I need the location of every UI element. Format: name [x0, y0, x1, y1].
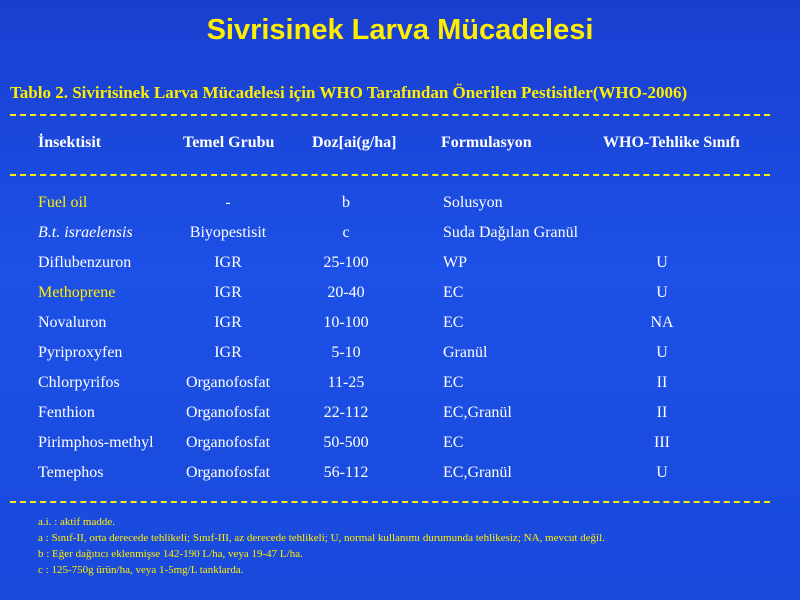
table-cell-group: IGR — [214, 314, 242, 331]
table-cell-group: IGR — [214, 284, 242, 301]
footnote-ai: a.i. : aktif madde. — [38, 516, 115, 528]
table-cell-dose: 5-10 — [331, 344, 361, 361]
table-cell-insecticide: Methoprene — [38, 284, 116, 301]
table-cell-dose: 11-25 — [327, 374, 365, 391]
table-cell-dose: c — [342, 224, 350, 241]
footnote-b: b : Eğer dağıtıcı eklenmişse 142-190 L/ha, veya 19-47 L/ha. — [38, 548, 303, 560]
table-cell-formulation: WP — [443, 254, 467, 271]
table-cell-hazard: U — [656, 464, 668, 481]
table-cell-insecticide: Diflubenzuron — [38, 254, 132, 271]
dashed-rule-header — [10, 174, 770, 176]
table-cell-insecticide: Pirimphos-methyl — [38, 434, 154, 451]
table-cell-group: Organofosfat — [185, 434, 271, 451]
table-cell-hazard: III — [654, 434, 670, 451]
table-cell-hazard: II — [656, 374, 668, 391]
table-cell-formulation: Suda Dağılan Granül — [443, 224, 579, 241]
table-cell-insecticide: Temephos — [38, 464, 104, 481]
dashed-rule-bottom — [10, 501, 770, 503]
table-cell-hazard: U — [656, 254, 668, 271]
table-cell-group: - — [225, 194, 231, 211]
table-cell-formulation: Granül — [443, 344, 488, 361]
table-cell-insecticide: Pyriproxyfen — [38, 344, 123, 361]
header-insecticide: İnsektisit — [38, 134, 102, 151]
table-cell-group: Biyopestisit — [189, 224, 267, 241]
table-cell-dose: 10-100 — [323, 314, 369, 331]
table-cell-formulation: EC,Granül — [443, 404, 512, 421]
header-formulation: Formulasyon — [441, 134, 532, 151]
table-caption: Tablo 2. Sivirisinek Larva Mücadelesi için WHO Tarafından Önerilen Pestisitler(WHO-2006) — [10, 83, 688, 102]
table-cell-formulation: EC,Granül — [443, 464, 512, 481]
table-cell-hazard: U — [656, 344, 668, 361]
table-cell-insecticide: Fenthion — [38, 404, 95, 421]
dashed-rule-top — [10, 114, 770, 116]
table-cell-dose: b — [342, 194, 350, 211]
table-cell-dose: 20-40 — [327, 284, 365, 301]
table-cell-dose: 22-112 — [323, 404, 369, 421]
table-cell-group: IGR — [214, 254, 242, 271]
table-cell-dose: 50-500 — [323, 434, 369, 451]
table-cell-group: IGR — [214, 344, 242, 361]
table-cell-group: Organofosfat — [185, 464, 271, 481]
table-cell-hazard: NA — [650, 314, 674, 331]
header-hazard-class: WHO-Tehlike Sınıfı — [603, 134, 740, 151]
table-cell-formulation: EC — [443, 284, 464, 301]
table-cell-insecticide: Novaluron — [38, 314, 107, 331]
table-cell-formulation: Solusyon — [443, 194, 503, 211]
table-cell-insecticide: Fuel oil — [38, 194, 88, 211]
table-cell-formulation: EC — [443, 314, 464, 331]
footnote-c: c : 125-750g ürün/ha, veya 1-5mg/L tanklarda. — [38, 564, 244, 576]
footnote-a: a : Sınıf-II, orta derecede tehlikeli; Sınıf-III, az derecede tehlikeli; U, normal kullanımı durumunda tehlikesiz; NA, mevcut değil. — [38, 532, 605, 544]
table-cell-insecticide: Chlorpyrifos — [38, 374, 120, 391]
slide-title: Sivrisinek Larva Mücadelesi — [206, 14, 594, 46]
header-group: Temel Grubu — [183, 134, 275, 151]
table-cell-hazard: II — [656, 404, 668, 421]
table-cell-dose: 56-112 — [323, 464, 369, 481]
header-dose: Doz[ai(g/ha] — [312, 134, 397, 151]
table-cell-dose: 25-100 — [323, 254, 369, 271]
table-cell-formulation: EC — [443, 374, 464, 391]
table-cell-group: Organofosfat — [185, 404, 271, 421]
table-cell-group: Organofosfat — [185, 374, 271, 391]
table-cell-insecticide: B.t. israelensis — [38, 224, 133, 241]
table-cell-formulation: EC — [443, 434, 464, 451]
table-cell-hazard: U — [656, 284, 668, 301]
